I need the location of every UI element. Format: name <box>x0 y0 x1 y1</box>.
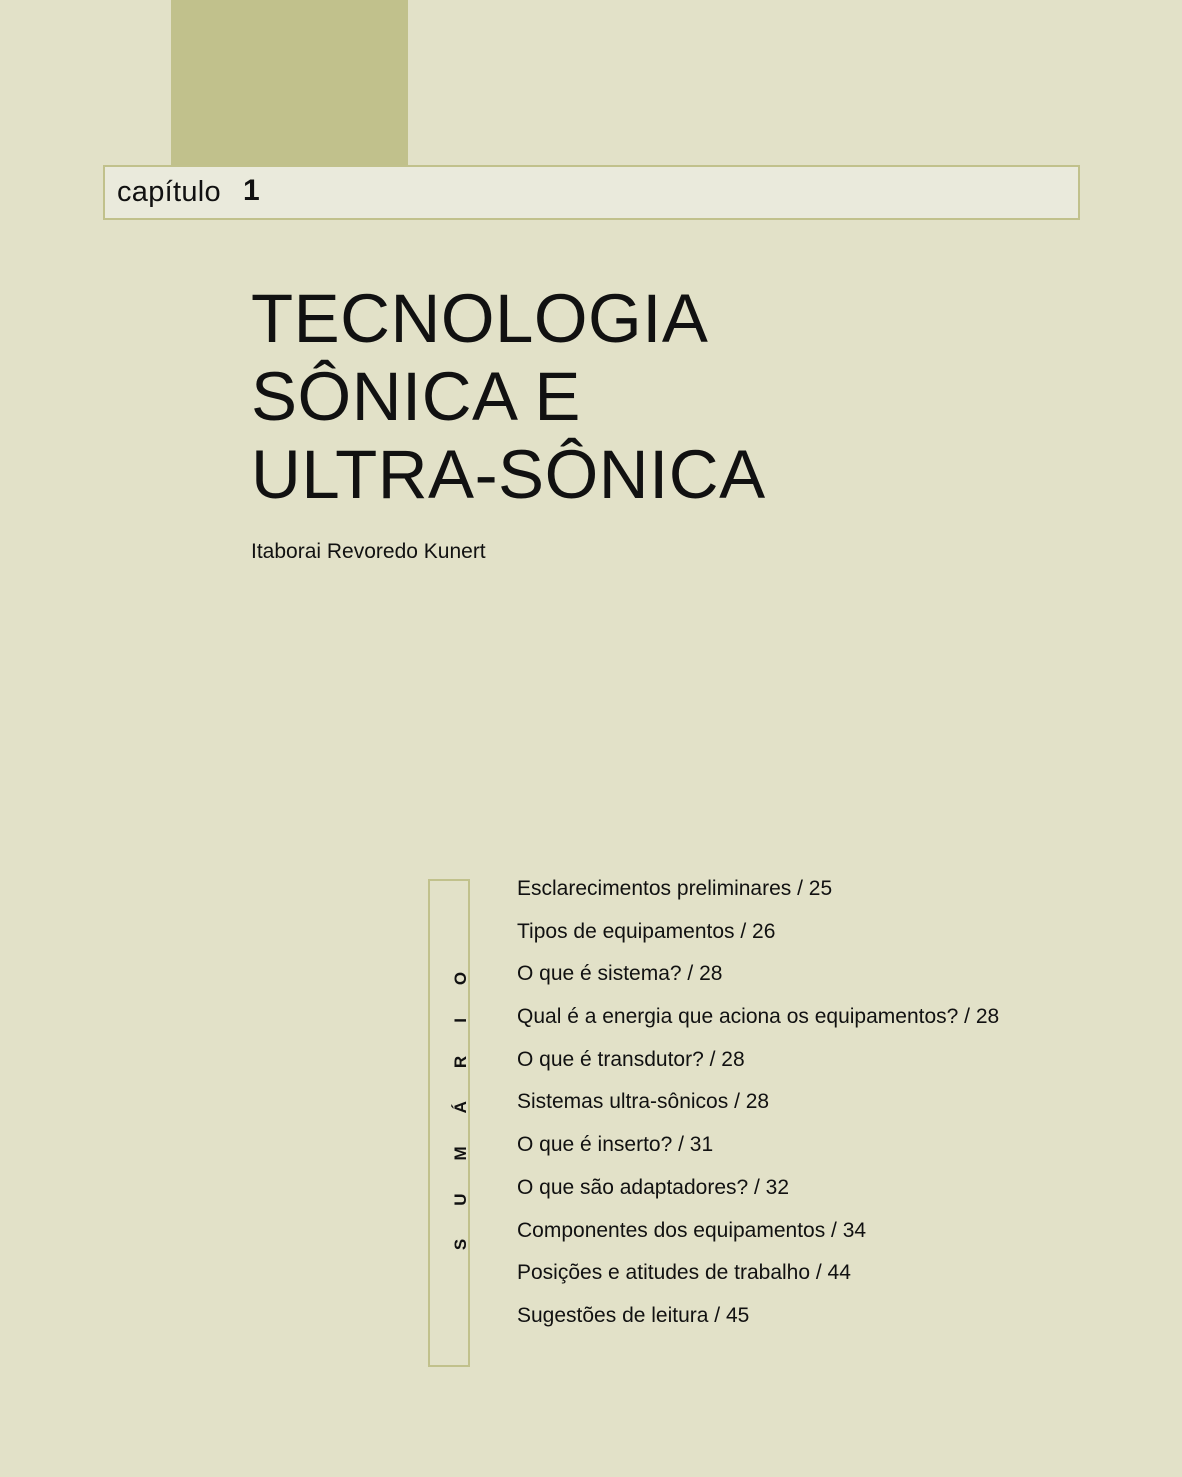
chapter-header <box>103 165 1080 220</box>
toc-item: O que é inserto? / 31 <box>517 1133 714 1157</box>
top-accent-tab <box>171 0 408 166</box>
toc-item: Posições e atitudes de trabalho / 44 <box>517 1261 851 1285</box>
toc-item: Qual é a energia que aciona os equipamentos? / 28 <box>517 1005 1000 1029</box>
summary-label-text: SUMÁRIO <box>451 938 470 1251</box>
toc-item: Componentes dos equipamentos / 34 <box>517 1218 867 1242</box>
author-name: Itaborai Revoredo Kunert <box>251 540 486 563</box>
toc-item: Sistemas ultra-sônicos / 28 <box>517 1090 770 1114</box>
chapter-number: 1 <box>243 174 260 207</box>
toc-item: O que é sistema? / 28 <box>517 962 723 986</box>
chapter-title-line: ULTRA-SÔNICA <box>251 436 766 513</box>
summary-label <box>449 869 473 1353</box>
summary-sidebar <box>428 879 470 1367</box>
toc-item: Esclarecimentos preliminares / 25 <box>517 877 833 900</box>
chapter-title-line: SÔNICA E <box>251 358 581 435</box>
toc-item: Tipos de equipamentos / 26 <box>517 919 776 943</box>
toc-item: O que é transdutor? / 28 <box>517 1047 745 1071</box>
chapter-title-line: TECNOLOGIA <box>251 280 709 357</box>
table-of-contents <box>517 872 999 1342</box>
toc-item: Sugestões de leitura / 45 <box>517 1303 750 1327</box>
chapter-title <box>251 280 766 514</box>
toc-item: O que são adaptadores? / 32 <box>517 1175 790 1199</box>
chapter-label: capítulo <box>117 176 221 208</box>
